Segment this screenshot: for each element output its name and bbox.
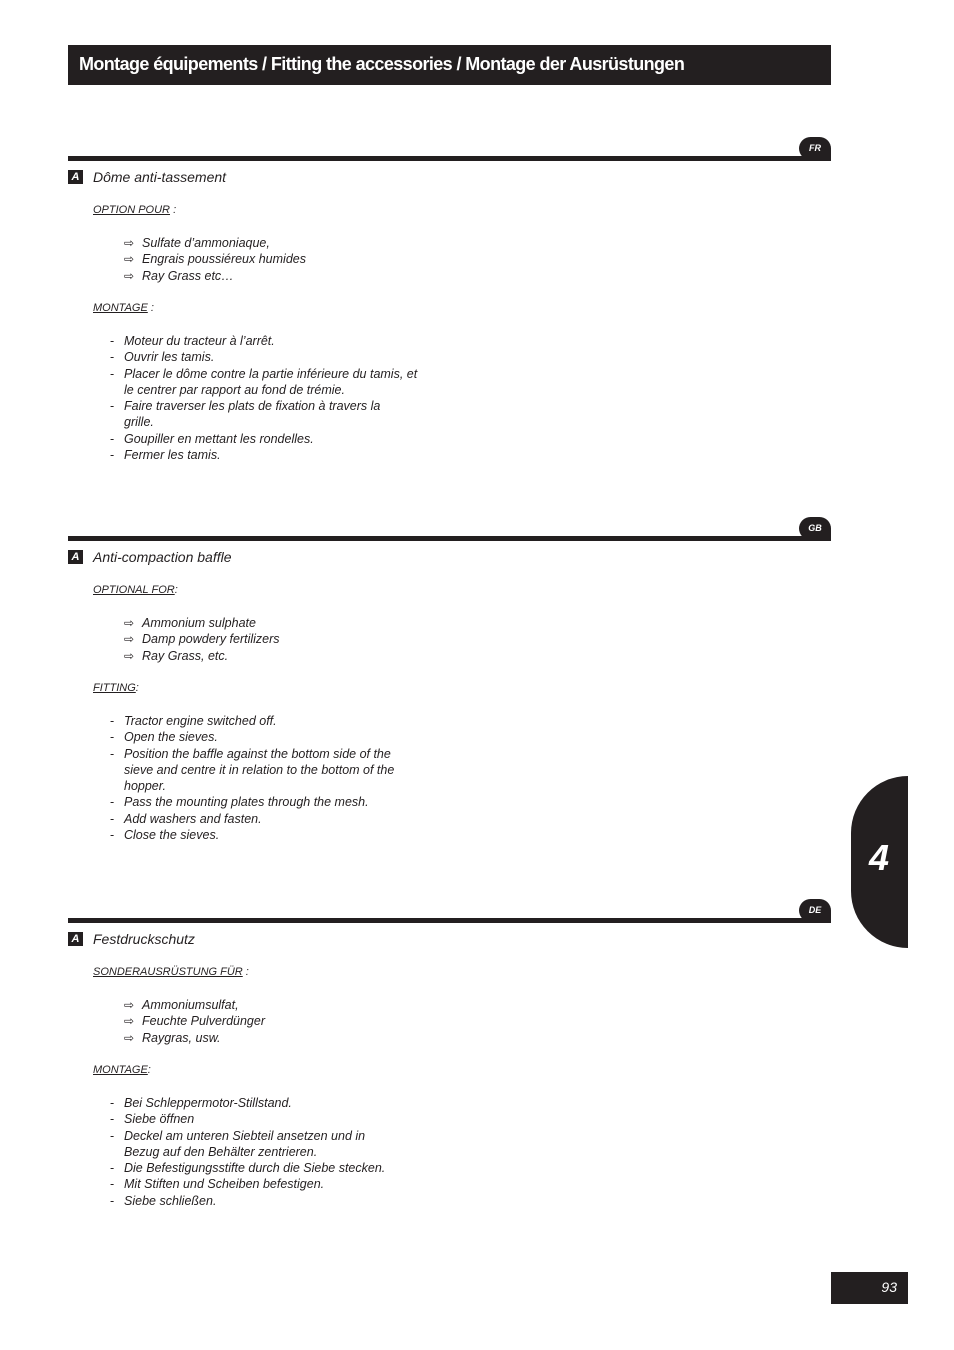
- chapter-number: 4: [869, 837, 890, 878]
- step-text: Goupiller en mettant les rondelles.: [124, 431, 314, 446]
- section-title: Anti-compaction baffle: [93, 549, 232, 565]
- option-text: Ray Grass, etc.: [142, 648, 229, 663]
- page-header: [68, 45, 831, 85]
- arrow-right-icon: ⇨: [124, 268, 135, 283]
- dash: -: [110, 746, 115, 761]
- list-item: [110, 827, 430, 843]
- list-item: [110, 398, 430, 431]
- list-item: [110, 333, 430, 349]
- option-text: Engrais poussiéreux humides: [142, 252, 306, 267]
- options-list: [124, 997, 265, 1046]
- section-marker: A: [68, 550, 83, 564]
- lang-tab-fr: FR: [799, 137, 831, 160]
- dash: -: [110, 714, 115, 728]
- lang-tab-gb: GB: [799, 517, 831, 540]
- section-title: Dôme anti-tassement: [93, 169, 227, 185]
- dash: -: [110, 334, 115, 348]
- step-text: Tractor engine switched off.: [124, 714, 277, 728]
- step-text: Die Befestigungsstifte durch die Siebe stecken.: [124, 1161, 386, 1176]
- section-rule: [68, 536, 831, 541]
- steps-list: [110, 1095, 430, 1209]
- list-item: [124, 631, 280, 647]
- option-text: Damp powdery fertilizers: [142, 632, 280, 647]
- dash: -: [110, 366, 115, 381]
- option-label: [93, 204, 176, 216]
- list-item: [110, 1160, 430, 1176]
- header-title: Montage équipements / Fitting the accessories / Montage der Ausrüstungen: [79, 54, 685, 74]
- list-item: [110, 1095, 430, 1111]
- step-text: Bei Schleppermotor-Stillstand.: [124, 1096, 292, 1110]
- list-item: [124, 1013, 265, 1029]
- option-label-colon: :: [170, 204, 177, 216]
- arrow-right-icon: ⇨: [124, 1030, 135, 1045]
- option-label-colon: :: [174, 584, 178, 596]
- fitting-label: [93, 682, 139, 694]
- page-number: 93: [831, 1272, 908, 1304]
- section-title-row: [68, 549, 232, 565]
- list-item: [124, 268, 306, 284]
- list-item: [124, 997, 265, 1013]
- arrow-right-icon: ⇨: [124, 616, 135, 630]
- dash: -: [110, 1161, 115, 1176]
- arrow-right-icon: ⇨: [124, 236, 135, 250]
- section-marker: A: [68, 170, 83, 184]
- steps-list: [110, 333, 430, 463]
- step-text: Add washers and fasten.: [124, 811, 262, 826]
- arrow-right-icon: ⇨: [124, 998, 135, 1012]
- section-title-row: [68, 931, 195, 947]
- dash: -: [110, 1112, 115, 1127]
- fitting-label-text: MONTAGE: [93, 302, 148, 314]
- option-label-text: SONDERAUSRÜSTUNG FÜR: [93, 966, 243, 978]
- list-item: [110, 746, 430, 795]
- step-text: Position the baffle against the bottom side of the sieve and centre it in relation to the bottom of the hopper.: [124, 746, 395, 794]
- list-item: [124, 1030, 265, 1046]
- dash: -: [110, 811, 115, 826]
- dash: -: [110, 1193, 115, 1208]
- option-text: Ammonium sulphate: [142, 616, 256, 630]
- fitting-label-text: FITTING: [93, 682, 136, 694]
- list-item: [110, 349, 430, 365]
- list-item: [110, 366, 430, 399]
- step-text: Mit Stiften und Scheiben befestigen.: [124, 1177, 325, 1192]
- chapter-tab: [851, 776, 908, 948]
- option-text: Ammoniumsulfat,: [142, 998, 239, 1012]
- list-item: [110, 1176, 430, 1192]
- option-label: [93, 584, 178, 596]
- steps-list: [110, 713, 430, 843]
- section-rule: [68, 156, 831, 161]
- options-list: [124, 235, 306, 284]
- step-text: Open the sieves.: [124, 730, 218, 745]
- dash: -: [110, 350, 115, 365]
- list-item: [110, 794, 430, 810]
- arrow-right-icon: ⇨: [124, 1014, 135, 1029]
- step-text: Faire traverser les plats de fixation à travers la grille.: [124, 399, 381, 430]
- arrow-right-icon: ⇨: [124, 252, 135, 267]
- option-text: Feuchte Pulverdünger: [142, 1014, 265, 1029]
- fitting-label: [93, 1064, 151, 1076]
- dash: -: [110, 730, 115, 745]
- options-list: [124, 615, 280, 664]
- dash: -: [110, 1096, 115, 1110]
- dash: -: [110, 431, 115, 446]
- fitting-label-colon: :: [147, 302, 154, 314]
- fitting-label-colon: :: [135, 682, 139, 694]
- fitting-label: [93, 302, 154, 314]
- step-text: Siebe öffnen: [124, 1112, 195, 1127]
- list-item: [110, 447, 430, 463]
- option-label-text: OPTIONAL FOR: [93, 584, 175, 596]
- option-label-text: OPTION POUR: [93, 204, 171, 216]
- step-text: Moteur du tracteur à l’arrêt.: [124, 334, 275, 348]
- fitting-label-colon: :: [147, 1064, 151, 1076]
- dash: -: [110, 399, 115, 414]
- list-item: [110, 1111, 430, 1127]
- list-item: [124, 251, 306, 267]
- list-item: [124, 648, 280, 664]
- step-text: Pass the mounting plates through the mesh.: [124, 795, 369, 810]
- option-label-colon: :: [242, 966, 249, 978]
- section-marker: A: [68, 932, 83, 946]
- list-item: [110, 811, 430, 827]
- dash: -: [110, 795, 115, 810]
- option-label: [93, 966, 249, 978]
- step-text: Deckel am unteren Siebteil ansetzen und in Bezug auf den Behälter zentrieren.: [124, 1128, 366, 1159]
- list-item: [110, 713, 430, 729]
- lang-tab-de: DE: [799, 899, 831, 922]
- option-text: Sulfate d’ammoniaque,: [142, 236, 270, 250]
- fitting-label-text: MONTAGE: [93, 1064, 148, 1076]
- dash: -: [110, 828, 115, 843]
- arrow-right-icon: ⇨: [124, 648, 135, 663]
- section-title: Festdruckschutz: [93, 931, 195, 947]
- step-text: Ouvrir les tamis.: [124, 350, 215, 365]
- step-text: Placer le dôme contre la partie inférieure du tamis, et le centrer par rapport au fond de trémie.: [124, 366, 418, 397]
- list-item: [110, 1193, 430, 1209]
- list-item: [110, 431, 430, 447]
- step-text: Siebe schließen.: [124, 1193, 217, 1208]
- option-text: Ray Grass etc…: [142, 268, 234, 283]
- list-item: [110, 729, 430, 745]
- list-item: [124, 615, 280, 631]
- section-rule: [68, 918, 831, 923]
- step-text: Fermer les tamis.: [124, 448, 221, 463]
- step-text: Close the sieves.: [124, 828, 220, 843]
- dash: -: [110, 1128, 115, 1143]
- dash: -: [110, 448, 115, 463]
- option-text: Raygras, usw.: [142, 1030, 221, 1045]
- list-item: [110, 1128, 430, 1161]
- list-item: [124, 235, 306, 251]
- arrow-right-icon: ⇨: [124, 632, 135, 647]
- section-title-row: [68, 169, 226, 185]
- dash: -: [110, 1177, 115, 1192]
